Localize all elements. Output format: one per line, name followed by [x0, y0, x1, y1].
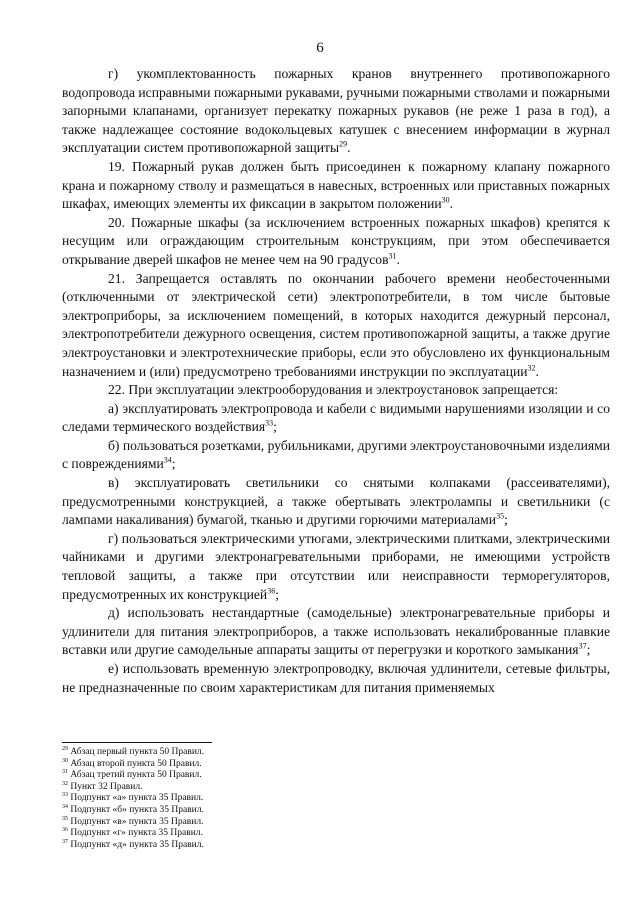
footnote-number: 35: [62, 815, 68, 822]
footnote-number: 33: [62, 792, 68, 799]
footnote: [62, 770, 610, 782]
footnote-number: 31: [62, 769, 68, 776]
paragraph: [62, 474, 610, 530]
paragraph-tail: ;: [586, 642, 591, 658]
footnote-text: Подпункт «д» пункта 35 Правил.: [70, 839, 204, 850]
paragraph: [62, 65, 610, 158]
page-number: 6: [316, 40, 324, 56]
footnote: [62, 840, 610, 852]
footnote-ref: 33: [265, 418, 274, 428]
paragraph-text: г) укомплектованность пожарных кранов внутреннего противопожарного водопровода исправными пожарными рукавами, ручными пожарными стволами и пожарными запорными клапанами, организует перекатку пожарных рукавов (не реже 1 раза в год), а также надлежащее состояние водокольцевых катушек с внесением информации в журнал эксплуатации систем противопожарной защиты: [62, 66, 610, 156]
footnote-text: Абзац первый пункта 50 Правил.: [70, 747, 205, 757]
footnote-number: 37: [62, 838, 68, 845]
paragraph-text: 21. Запрещается оставлять по окончании рабочего времени необесточенными (отключенными от электрической сети) электропотребители, в том числе бытовые электроприборы, за исключением помещений, в которых находится дежурный персонал, электропотребители дежурного освещения, систем противопожарной защиты, а также другие электроустановки и электротехнические приборы, если это обусловлено их функциональным назначением и (или) предусмотрено требованиями инструкции по эксплуатации: [62, 270, 610, 379]
paragraph-tail: ;: [273, 419, 277, 435]
paragraph: [62, 530, 610, 604]
paragraph-text: 20. Пожарные шкафы (за исключением встроенных пожарных шкафов) крепятся к несущим или ограждающим строительным конструкциям, при этом обеспечивается открывание дверей шкафов не менее чем на 90 градусов: [62, 214, 610, 267]
paragraph-tail: ;: [504, 512, 508, 528]
paragraph-text: а) эксплуатировать электропровода и кабели с видимыми нарушениями изоляции и со следами термического воздействия: [62, 400, 610, 435]
footnote: [62, 828, 610, 840]
footnote-ref: 30: [441, 195, 450, 205]
footnote-ref: 29: [339, 139, 348, 149]
footnote: [62, 793, 610, 805]
paragraph-tail: ;: [275, 586, 279, 602]
paragraph-text: 22. При эксплуатации электрооборудования и электроустановок запрещается:: [108, 382, 559, 398]
footnotes: [62, 742, 610, 851]
footnote-text: Подпункт «г» пункта 35 Правил.: [70, 828, 203, 839]
paragraph-tail: ;: [171, 456, 176, 472]
footnote-text: Абзац второй пункта 50 Правил.: [70, 758, 202, 769]
footnote-ref: 34: [163, 455, 172, 465]
paragraph: [62, 660, 610, 697]
footnote-ref: 32: [527, 362, 536, 372]
footnote-number: 30: [62, 757, 68, 764]
footnote-number: 32: [62, 780, 68, 787]
footnote: [62, 759, 610, 771]
footnote-ref: 37: [578, 641, 587, 651]
footnote-number: 36: [62, 827, 68, 833]
paragraph-tail: .: [347, 140, 351, 156]
footnote-ref: 31: [388, 251, 397, 261]
paragraph-tail: .: [396, 251, 400, 267]
footnote-ref: 35: [496, 511, 505, 521]
paragraph-text: 19. Пожарный рукав должен быть присоединен к пожарному клапану пожарного крана и пожарному стволу и размещаться в навесных, встроенных или приставных пожарных шкафах, имеющих элементы их фиксации в закрытом положении: [62, 158, 610, 212]
footnote-text: Подпункт «в» пункта 35 Правил.: [70, 816, 204, 827]
paragraph: [62, 381, 610, 400]
paragraph: [62, 214, 610, 270]
paragraph-text: в) эксплуатировать светильники со снятыми колпаками (рассеивателями), предусмотренными конструкцией, а также обертывать электролампы и светильники (с лампами накаливания) бумагой, тканью и другими горючими материалами: [62, 475, 610, 528]
footnote-text: Подпункт «б» пункта 35 Правил.: [70, 804, 204, 815]
footnote-text: Пункт 32 Правил.: [70, 781, 143, 792]
footnote: [62, 747, 610, 759]
paragraph: [62, 400, 610, 437]
paragraph: [62, 270, 610, 382]
footnote: [62, 782, 610, 794]
footnote-separator: [62, 742, 212, 743]
paragraph: [62, 158, 610, 214]
footnote-number: 34: [62, 803, 68, 810]
footnote-number: 29: [62, 745, 68, 752]
paragraph-text: е) использовать временную электропроводку, включая удлинители, сетевые фильтры, не предназначенные по своим характеристикам для питания применяемых: [62, 661, 610, 695]
footnote-text: Абзац третий пункта 50 Правил.: [70, 770, 202, 781]
footnote: [62, 805, 610, 817]
footnote-ref: 36: [267, 586, 276, 596]
paragraph-tail: .: [449, 196, 454, 212]
document-body: [62, 65, 610, 697]
footnote-text: Подпункт «а» пункта 35 Правил.: [70, 793, 204, 804]
paragraph: [62, 604, 610, 660]
paragraph: [62, 437, 610, 474]
paragraph-text: б) пользоваться розетками, рубильниками, другими электроустановочными изделиями с повреждениями: [62, 437, 610, 472]
footnote: [62, 817, 610, 829]
paragraph-text: г) пользоваться электрическими утюгами, электрическими плитками, электрическими чайниками и другими электронагревательными приборами, не имеющими устройств тепловой защиты, а также при отсутствии или неисправности терморегуляторов, предусмотренных их конструкцией: [62, 530, 610, 602]
paragraph-text: д) использовать нестандартные (самодельные) электронагревательные приборы и удлинители для питания электроприборов, а также использовать некалиброванные плавкие вставки или другие самодельные аппараты защиты от перегрузки и короткого замыкания: [62, 605, 610, 658]
paragraph-tail: .: [535, 363, 539, 379]
